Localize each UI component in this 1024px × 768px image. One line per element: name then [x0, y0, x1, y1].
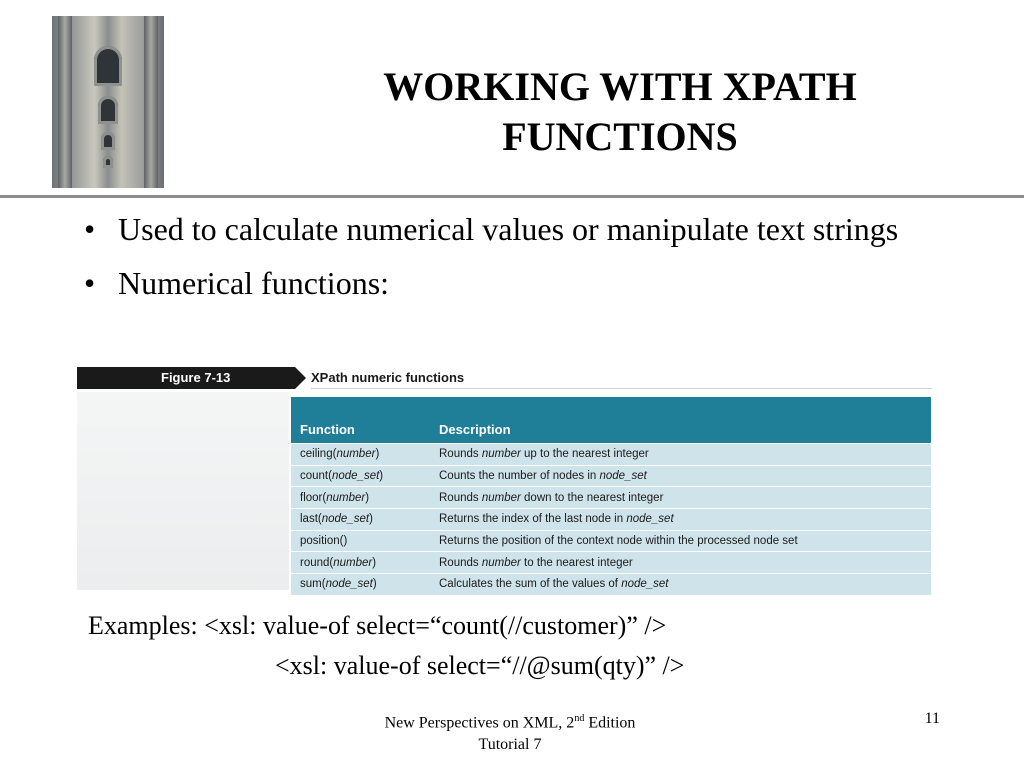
description-emphasis: node_set	[626, 513, 674, 526]
function-cell	[291, 509, 430, 531]
function-close: )	[365, 491, 370, 504]
figure-caption: XPath numeric functions	[311, 370, 465, 385]
description-text: Returns the position of the context node within the processed node set	[439, 535, 798, 548]
function-cell	[291, 552, 430, 574]
function-cell	[291, 574, 430, 595]
photo-arch	[98, 96, 118, 124]
function-name: position()	[300, 535, 348, 548]
function-close: )	[372, 556, 377, 569]
description-text: Rounds	[439, 448, 482, 461]
bullet-text: Numerical functions:	[118, 265, 390, 301]
description-text: Counts the number of nodes in	[439, 470, 600, 483]
examples-block	[88, 606, 684, 686]
description-cell	[430, 444, 931, 466]
description-text: Calculates the sum of the values of	[439, 578, 622, 591]
bullet-item	[80, 206, 980, 252]
description-cell	[430, 509, 931, 531]
description-cell	[430, 465, 931, 487]
function-name: round(	[300, 556, 334, 569]
table-body	[291, 444, 931, 595]
example-line-1: Examples: <xsl: value-of select=“count(//customer)” />	[88, 611, 667, 640]
photo-column-right	[144, 16, 158, 188]
bullet-glyph: •	[84, 211, 96, 247]
description-emphasis: number	[481, 491, 521, 504]
description-emphasis: node_set	[621, 578, 669, 591]
title-line-2: FUNCTIONS	[502, 114, 738, 159]
bullet-glyph: •	[84, 265, 96, 301]
description-cell	[430, 552, 931, 574]
function-name: sum(	[300, 578, 326, 591]
function-argument: node_set	[325, 578, 373, 591]
table-row	[291, 487, 931, 509]
numeric-functions-table	[291, 397, 931, 595]
footer-text-post: Edition	[584, 714, 636, 732]
function-argument: node_set	[331, 470, 380, 483]
footer-line-1	[300, 708, 720, 734]
description-text-end: up to the nearest integer	[520, 448, 649, 461]
function-name: count(	[300, 470, 332, 483]
description-text: Rounds	[439, 556, 482, 569]
footer-line-2: Tutorial 7	[478, 736, 542, 754]
description-cell	[430, 574, 931, 595]
function-argument: node_set	[321, 513, 370, 526]
function-name: floor(	[300, 491, 327, 504]
function-argument: number	[333, 556, 373, 569]
footer-text: New Perspectives on XML, 2	[384, 714, 575, 732]
table-row	[291, 509, 931, 531]
function-name: ceiling(	[300, 448, 337, 461]
table-row	[291, 530, 931, 552]
example-line-2: <xsl: value-of select=“//@sum(qty)” />	[275, 651, 685, 680]
footer-superscript: nd	[574, 713, 585, 724]
function-cell	[291, 444, 430, 466]
bridge-photo	[52, 16, 164, 188]
page-number: 11	[924, 710, 940, 727]
table-header-row	[291, 397, 931, 444]
description-cell	[430, 487, 931, 509]
header-description: Description	[439, 422, 511, 437]
description-text: Returns the index of the last node in	[439, 513, 627, 526]
caption-underline	[311, 388, 932, 389]
footer	[300, 708, 720, 756]
figure-label-arrow	[295, 367, 306, 389]
slide-title	[230, 62, 1010, 162]
function-close: )	[372, 578, 377, 591]
function-argument: number	[336, 448, 376, 461]
figure-label: Figure 7-13	[77, 367, 295, 389]
bullet-text: Used to calculate numerical values or manipulate text strings	[118, 211, 899, 247]
title-line-1: WORKING WITH XPATH	[383, 64, 857, 109]
function-close: )	[369, 513, 373, 526]
function-cell	[291, 487, 430, 509]
title-divider	[0, 195, 1024, 198]
table-row	[291, 444, 931, 466]
function-cell	[291, 465, 430, 487]
function-cell	[291, 530, 430, 552]
description-emphasis: number	[481, 448, 521, 461]
function-close: )	[379, 470, 384, 483]
function-argument: number	[326, 491, 366, 504]
description-text-end: to the nearest integer	[520, 556, 633, 569]
description-cell	[430, 530, 931, 552]
figure-caption-bar	[77, 367, 932, 389]
header-function: Function	[300, 422, 355, 437]
bullet-list	[80, 206, 980, 314]
bullet-item	[80, 260, 980, 306]
figure-side-panel	[77, 392, 289, 590]
description-emphasis: number	[481, 556, 521, 569]
function-name: last(	[300, 513, 322, 526]
table-row	[291, 574, 931, 595]
description-text: Rounds	[439, 491, 482, 504]
table-row	[291, 552, 931, 574]
photo-arch	[94, 46, 122, 86]
description-text-end: down to the nearest integer	[520, 491, 664, 504]
photo-arch	[101, 132, 115, 150]
photo-arch	[103, 156, 113, 168]
function-close: )	[375, 448, 380, 461]
table-row	[291, 465, 931, 487]
description-emphasis: node_set	[599, 470, 647, 483]
photo-column-left	[58, 16, 72, 188]
